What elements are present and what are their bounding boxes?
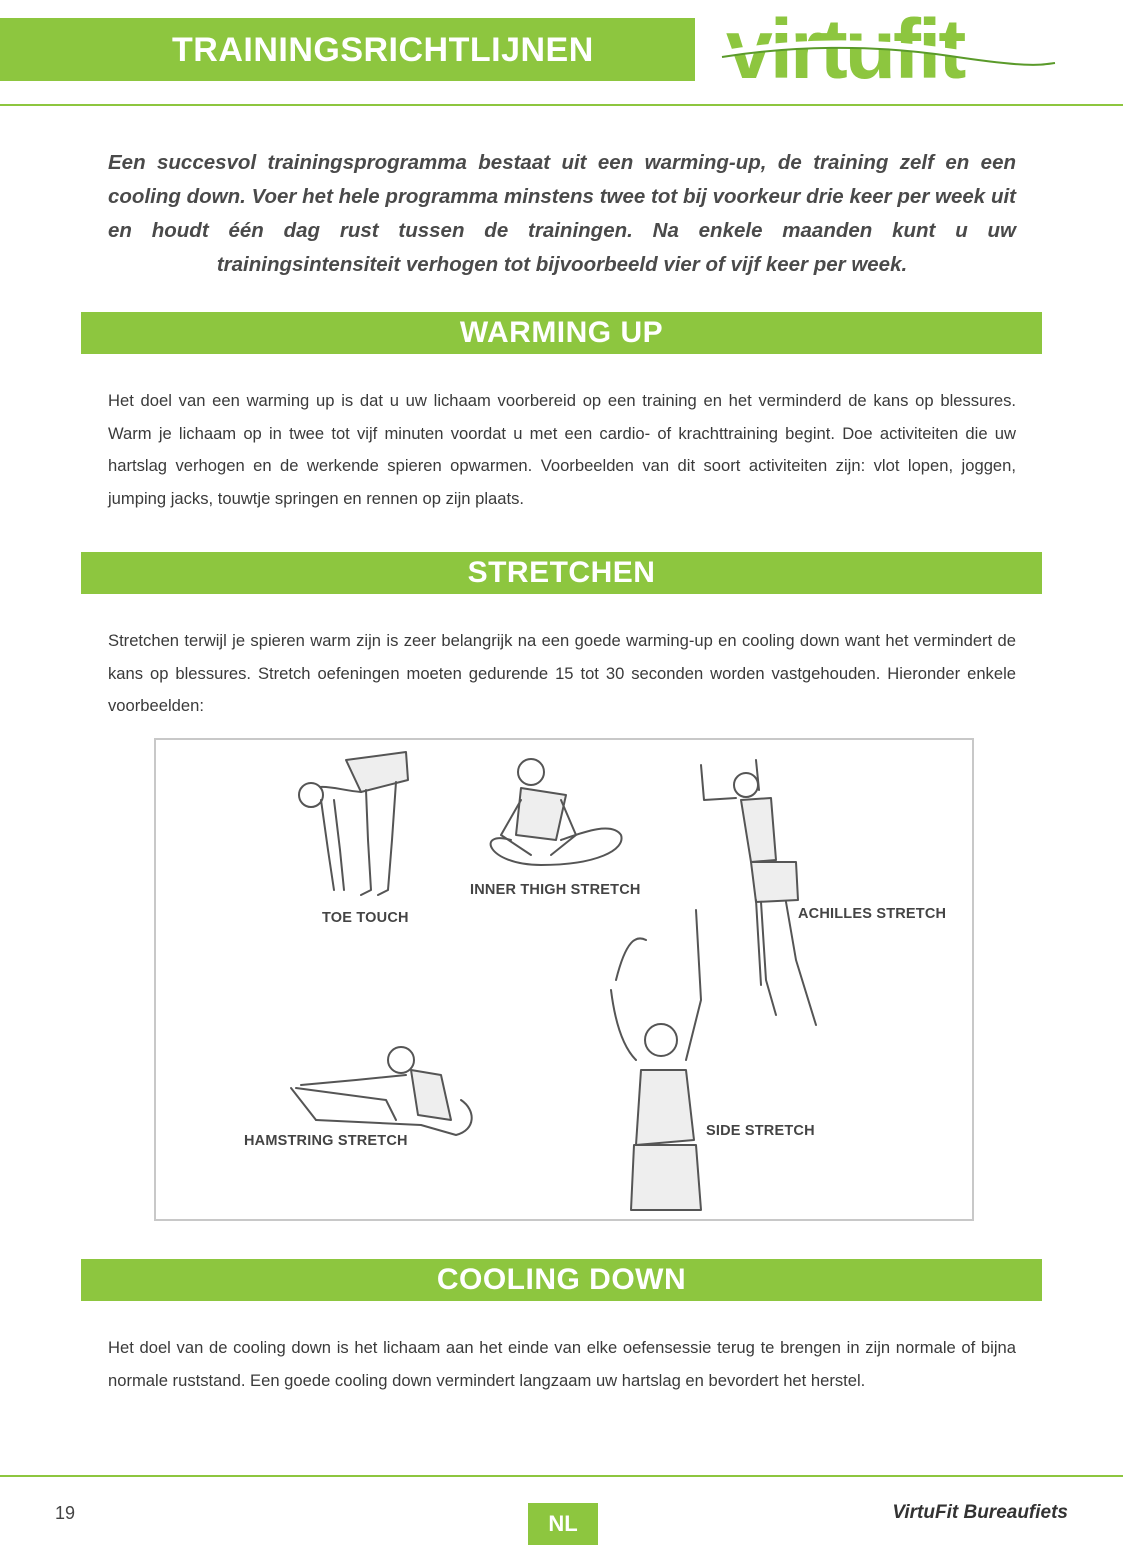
header-divider [0, 104, 1123, 106]
inner-thigh-figure [491, 759, 622, 865]
section-heading-cooling-down: COOLING DOWN [81, 1259, 1042, 1301]
page-title: TRAININGSRICHTLIJNEN [172, 31, 594, 69]
caption-achilles-stretch: ACHILLES STRETCH [798, 906, 947, 922]
cooling-down-text: Het doel van de cooling down is het lichaam aan het einde van elke oefensessie terug te brengen in zijn normale of bijna normale ruststand. Een goede cooling down vermindert langzaam uw hartslag en bevordert het herstel. [108, 1338, 1016, 1390]
caption-hamstring-stretch: HAMSTRING STRETCH [244, 1133, 408, 1149]
section-heading-warming-up: WARMING UP [81, 312, 1042, 354]
caption-inner-thigh-stretch: INNER THIGH STRETCH [470, 882, 641, 898]
virtufit-logo [720, 2, 1060, 94]
warming-up-text: Het doel van een warming up is dat u uw lichaam voorbereid op een training en het verminderd de kans op blessures. Warm je lichaam op in twee tot vijf minuten voordat u met een cardio- of krachttraining begint. Doe activiteiten die uw hartslag verhogen en de werkende spieren opwarmen. Voorbeelden van dit soort activiteiten zijn: vlot lopen, joggen, jumping jacks, touwtje springen en rennen op zijn plaats. [108, 391, 1016, 508]
stretchen-text: Stretchen terwijl je spieren warm zijn is zeer belangrijk na een goede warming-up en cooling down want het vermindert de kans op blessures. Stretch oefeningen moeten gedurende 15 tot 30 seconden worden vastgehouden. Hieronder enkele voorbeelden: [108, 631, 1016, 715]
stretch-illustrations [154, 738, 974, 1221]
svg-text:virtufit: virtufit [726, 2, 964, 94]
page-number: 19 [55, 1503, 76, 1523]
caption-toe-touch: TOE TOUCH [322, 910, 409, 926]
language-badge: NL [528, 1503, 598, 1545]
intro-paragraph: Een succesvol trainingsprogramma bestaat uit een warming-up, de training zelf en een cooling down. Voer het hele programma minstens twee tot bij voorkeur drie keer per week uit en houdt één dag rust tussen de trainingen. Na enkele maanden kunt u uw trainingsintensiteit verhogen tot bijvoorbeeld vier of vijf keer per week. [108, 151, 1016, 276]
product-name: VirtuFit Bureaufiets [892, 1502, 1068, 1523]
side-stretch-figure [611, 910, 701, 1210]
header-title-band [0, 18, 695, 81]
footer-divider [0, 1475, 1123, 1477]
achilles-figure [701, 760, 816, 1025]
toe-touch-figure [299, 752, 408, 895]
caption-side-stretch: SIDE STRETCH [706, 1123, 815, 1139]
section-heading-stretchen: STRETCHEN [81, 552, 1042, 594]
hamstring-figure [291, 1047, 472, 1135]
